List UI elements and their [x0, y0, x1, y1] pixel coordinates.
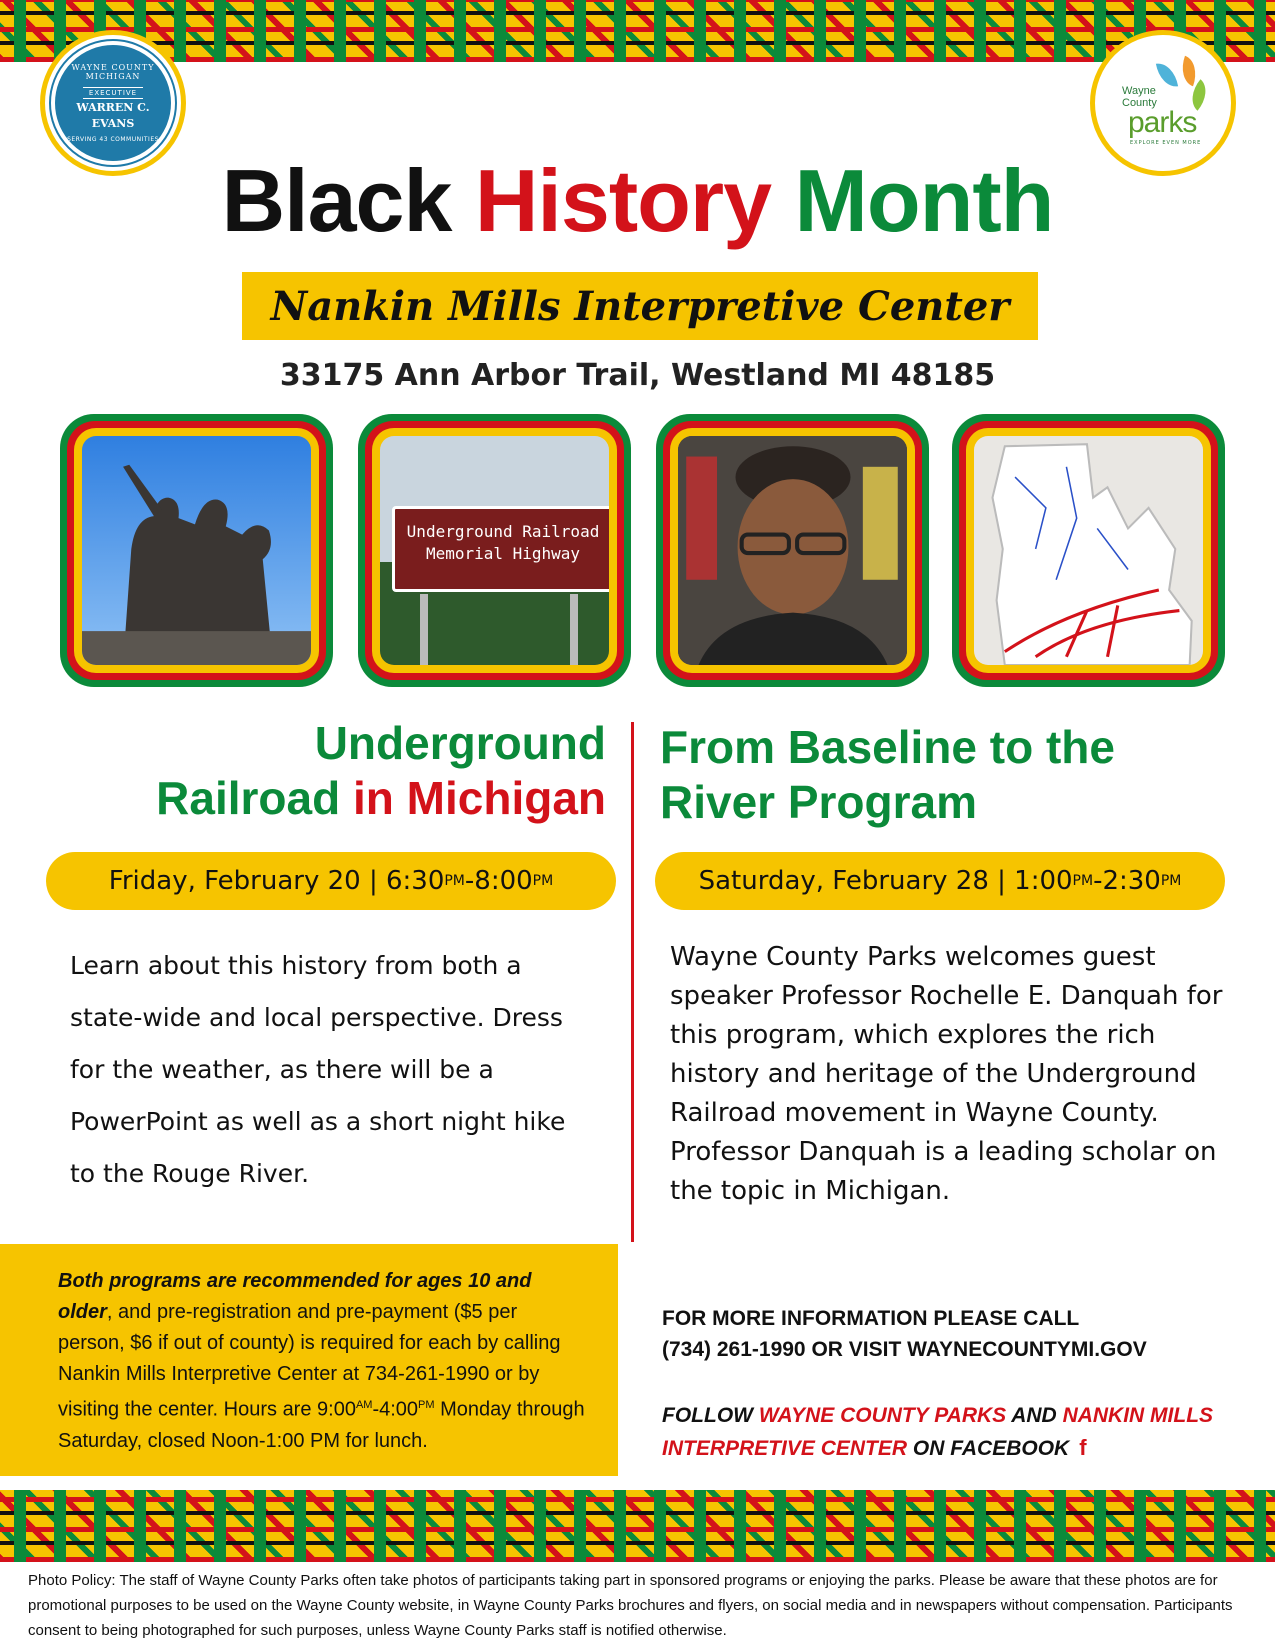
photo-policy: Photo Policy: The staff of Wayne County Parks often take photos of participants taking part in sponsored programs or enjoying the parks. Please be aware that these photos are for promotional purposes to be used on the Wayne County website, in Wayne County Parks brochures and flyers, on social media and in newspapers without compensation. Participants consent to being photographed for such purposes, unless Wayne County Parks staff is notified otherwise.: [28, 1572, 1233, 1639]
seal-name-line2: EVANS: [91, 116, 135, 130]
speaker-illustration: [678, 436, 907, 665]
contact-info: [662, 1303, 1232, 1365]
sign-text-line2: Memorial Highway: [425, 543, 581, 563]
photo-frame-map: [952, 414, 1225, 687]
parks-logo-line2: County: [1122, 96, 1157, 109]
venue-address: 33175 Ann Arbor Trail, Westland MI 48185: [279, 358, 996, 393]
parks-logo-tagline: EXPLORE EVEN MORE: [1130, 140, 1202, 146]
seal-executive-label: EXECUTIVE: [83, 87, 143, 99]
title-word-black: Black: [221, 151, 452, 250]
hours-am: AM: [355, 1399, 373, 1411]
date-right-end-suffix: PM: [1160, 873, 1182, 889]
date-right-start-suffix: PM: [1072, 873, 1094, 889]
seal-ring-text: WAYNE COUNTY MICHIGAN: [71, 62, 155, 81]
parks-logo-word: parks: [1128, 106, 1197, 139]
page-title: [0, 150, 1275, 252]
date-left-end-suffix: PM: [532, 873, 554, 889]
hours-suffix: Monday through Saturday, closed Noon-1:00 PM for lunch.: [58, 1398, 585, 1452]
program-left-heading-line1: Underground: [314, 717, 606, 769]
registration-bold-intro: Both programs are recommended for ages 10 and older: [58, 1270, 532, 1323]
program-left-heading-green: Railroad: [156, 772, 341, 825]
seal-name-line1: WARREN C.: [76, 100, 150, 114]
date-left-start-suffix: PM: [444, 873, 465, 889]
date-left-end: -8:00: [464, 866, 533, 896]
follow-center-link[interactable]: NANKIN MILLS INTERPRETIVE CENTER: [662, 1404, 1214, 1460]
follow-suffix: ON FACEBOOK: [907, 1437, 1070, 1460]
program-left-heading-red: in Michigan: [353, 772, 606, 825]
photo-frame-sign: [358, 414, 631, 687]
title-word-green: Month: [794, 151, 1054, 250]
leaf-icon: [1156, 61, 1178, 90]
statue-illustration: [82, 436, 311, 665]
date-left-prefix: Friday, February 20 | 6:30: [108, 866, 445, 896]
follow-prefix: FOLLOW: [662, 1404, 759, 1427]
hours-pm: PM: [418, 1399, 435, 1411]
program-right-heading-line1: From Baseline to the: [660, 721, 1115, 773]
michigan-map-illustration: [974, 436, 1203, 665]
sign-post: [420, 594, 428, 665]
memorial-highway-sign-photo: [380, 436, 609, 665]
sign-text-line1: Underground Railroad: [406, 522, 600, 541]
program-left-heading: [40, 716, 606, 826]
program-right-description: Wayne County Parks welcomes guest speaker Professor Rochelle E. Danquah for this program, which explores the rich history and heritage of the Underground Railroad movement in Wayne County. Professor Danquah is a leading scholar on the topic in Michigan.: [670, 942, 1223, 1206]
kente-border-top: [0, 0, 1275, 62]
program-left-date: [46, 852, 616, 910]
sign-post: [570, 594, 578, 665]
kente-border-bottom: [0, 1490, 1275, 1562]
program-left-description: Learn about this history from both a state-wide and local perspective. Dress for the weather, as there will be a PowerPoint as well as a short night hike to the Rouge River.: [70, 951, 566, 1188]
contact-line2: (734) 261-1990 OR VISIT WAYNECOUNTYMI.GOV: [662, 1338, 1147, 1361]
statue-photo: [82, 436, 311, 665]
title-word-red: History: [474, 151, 772, 250]
program-right-date: [655, 852, 1225, 910]
michigan-map-photo: [974, 436, 1203, 665]
program-left-heading-line2: [40, 771, 606, 826]
contact-line1: FOR MORE INFORMATION PLEASE CALL: [662, 1307, 1080, 1330]
highway-sign: [392, 506, 609, 592]
seal-subtext: SERVING 43 COMMUNITIES: [67, 136, 159, 144]
follow-on-facebook: [662, 1400, 1252, 1465]
venue-name-banner: Nankin Mills Interpretive Center: [242, 272, 1038, 340]
photo-frame-statue: [60, 414, 333, 687]
date-right-prefix: Saturday, February 28 | 1:00: [698, 866, 1073, 896]
follow-and: AND: [1006, 1404, 1063, 1427]
seal-inner: [51, 41, 175, 165]
program-right-heading: [660, 720, 1240, 830]
column-divider: [631, 722, 634, 1242]
speaker-portrait-photo: [678, 436, 907, 665]
parks-logo-inner: [1108, 58, 1218, 148]
photo-frame-speaker: [656, 414, 929, 687]
hours-mid: -4:00: [372, 1398, 419, 1421]
program-right-heading-line2: River Program: [660, 776, 978, 829]
facebook-icon[interactable]: f: [1079, 1435, 1087, 1460]
registration-text: , and pre-registration and pre-payment ($5 per person, $6 if out of county) is required for each by calling Nankin Mills Interpretive Center at 734-261-1990 or by visiting the center.: [58, 1301, 561, 1421]
parks-logo-line1: Wayne: [1122, 85, 1156, 97]
follow-parks-link[interactable]: WAYNE COUNTY PARKS: [758, 1404, 1007, 1427]
date-right-end: -2:30: [1093, 866, 1161, 896]
registration-info-box: [0, 1244, 618, 1476]
hours-prefix: Hours are 9:00: [223, 1398, 356, 1421]
